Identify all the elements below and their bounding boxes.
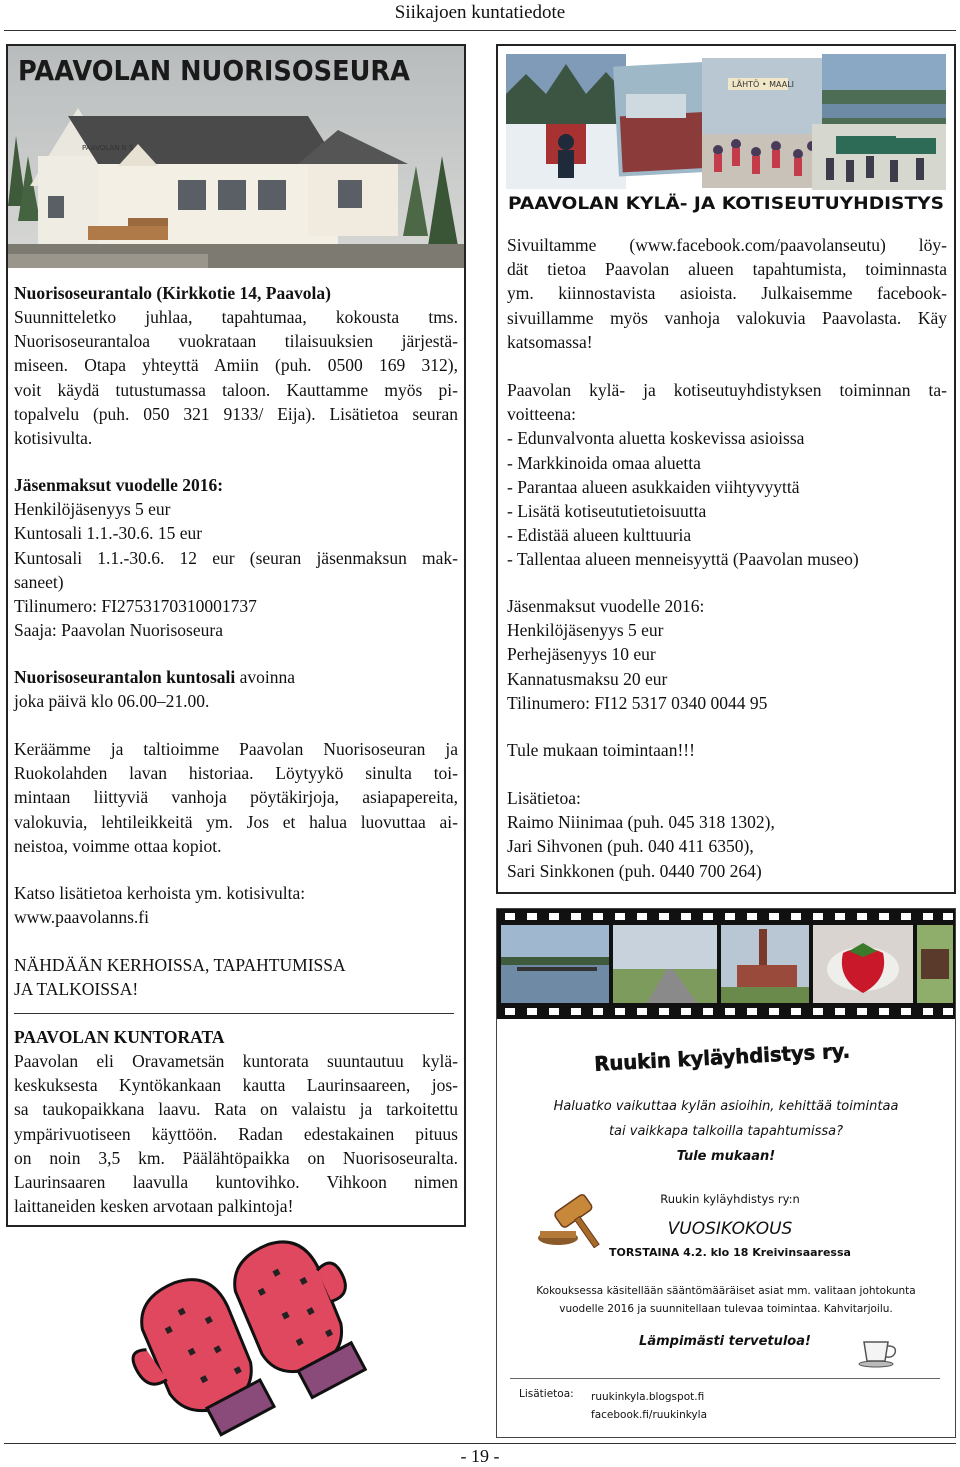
website-link[interactable]: www.paavolanns.fi xyxy=(14,907,149,928)
track-line: Paavolan eli Oravametsän kuntorata suuntautuu kylä- xyxy=(14,1051,458,1071)
track-line: ympärivuotiseen käyttöön. Radan edestakainen pituus xyxy=(14,1123,458,1144)
ad-divider xyxy=(510,1378,940,1379)
kotiseutu-collage xyxy=(506,54,946,214)
payee: Saaja: Paavolan Nuorisoseura xyxy=(14,620,223,641)
history-line: mintaan liittyviä vanhoja pöytäkirjoja, asiapapereita, xyxy=(14,787,458,808)
finish-sign: LÄHTÖ • MAALI xyxy=(732,80,795,89)
fee-line: Kuntosali 1.1.-30.6. 12 eur (seuran jäsenmaksun mak- xyxy=(14,547,458,568)
ruukki-title-text: Ruukin kyläyhdistys ry. xyxy=(593,1038,857,1074)
meeting-title: VUOSIKOKOUS xyxy=(667,1219,793,1239)
fees-title: Jäsenmaksut vuodelle 2016: xyxy=(14,475,224,495)
facebook-link[interactable]: facebook.fi/ruukinkyla xyxy=(591,1409,707,1421)
fees-section xyxy=(14,473,458,642)
header-divider xyxy=(4,30,956,31)
fee-line: Henkilöjäsenyys 5 eur xyxy=(507,620,664,641)
invite-line: Haluatko vaikuttaa kylän asioihin, kehittää toimintaa xyxy=(553,1099,899,1114)
kotiseutu-banner-title: PAAVOLAN KYLÄ- JA KOTISEUTUYHDISTYS xyxy=(508,194,907,214)
goals-line: Paavolan kylä- ja kotiseutuyhdistyksen toiminnan ta- xyxy=(507,380,947,400)
goal-item: - Markkinoida omaa aluetta xyxy=(507,452,701,473)
hall-line: Suunnitteletko juhlaa, tapahtumaa, kokousta tms. xyxy=(14,307,458,327)
gym-times: joka päivä klo 06.00–21.00. xyxy=(14,691,210,712)
hall-paragraph xyxy=(14,305,458,450)
contact-line: Raimo Niinimaa (puh. 045 318 1302), xyxy=(507,812,775,833)
see-you-line: NÄHDÄÄN KERHOISSA, TAPAHTUMISSA xyxy=(14,955,346,975)
hall-line: Nuorisoseurantaloa vuokrataan tilaisuuksien järjestä- xyxy=(14,331,458,352)
more-info xyxy=(14,881,458,929)
fb-line: katsomassa! xyxy=(507,331,593,352)
contact-line: Sari Sinkkonen (puh. 0440 700 264) xyxy=(507,860,762,881)
ruukki-links xyxy=(591,1388,707,1424)
goals-line: voitteena: xyxy=(507,404,577,425)
goal-item: - Edistää alueen kulttuuria xyxy=(507,525,692,546)
fee-line: Henkilöjäsenyys 5 eur xyxy=(14,499,171,520)
account-number: Tilinumero: FI12 5317 0340 0044 95 xyxy=(507,692,768,713)
footer-divider xyxy=(4,1443,956,1444)
hall-line: kotisivulta. xyxy=(14,428,93,449)
contacts xyxy=(507,786,947,883)
fb-line: sivuillamme myös vanhoja valokuvia Paavolasta. Käy xyxy=(507,307,947,328)
see-you-line: JA TALKOISSA! xyxy=(14,979,139,1000)
hall-line: topalvelu (puh. 050 321 9133/ Eija). Lisätietoa seuran xyxy=(14,403,458,424)
track-line: sa taukopaikkana laavu. Rata on valaistu ja tarkoitettu xyxy=(14,1099,458,1120)
nuorisoseura-photo xyxy=(8,46,464,268)
contacts-label: Lisätietoa: xyxy=(507,788,581,808)
kotiseutu-fees xyxy=(507,594,947,715)
hall-line: miseen. Otapa yhteyttä Amiin (puh. 0500 169 312), xyxy=(14,355,458,376)
goal-item: - Parantaa alueen asukkaiden viihtyvyyttä xyxy=(507,476,800,497)
track-line: on noin 3,5 km. Päälähtöpaikka on Nuorisoseuralta. xyxy=(14,1147,458,1168)
ruukki-title xyxy=(590,1034,860,1074)
fee-line: saneet) xyxy=(14,571,64,592)
fee-line: Jäsenmaksut vuodelle 2016: xyxy=(507,596,705,616)
history-line: Ruokolahden lavan historiaa. Löytyykö sinulta toi- xyxy=(14,763,458,784)
ruukki-info-label: Lisätietoa: xyxy=(519,1388,574,1400)
see-you xyxy=(14,953,458,1001)
fee-line: Perhejäsenyys 10 eur xyxy=(507,644,656,665)
gym-label: Nuorisoseurantalon kuntosali xyxy=(14,667,236,687)
track-title: PAAVOLAN KUNTORATA xyxy=(14,1027,225,1047)
blog-link[interactable]: ruukinkyla.blogspot.fi xyxy=(591,1391,705,1403)
track-line: keskuksesta Kyntökankaan kautta Laurinsaareen, jos- xyxy=(14,1075,458,1096)
nuorisoseura-banner-title: PAAVOLAN NUORISOSEURA xyxy=(18,54,411,87)
page-number: - 19 - xyxy=(460,1446,500,1466)
meeting-date: TORSTAINA 4.2. klo 18 Kreivinsaaressa xyxy=(609,1246,851,1259)
invite-line: tai vaikkapa talkoilla tapahtumissa? xyxy=(608,1124,844,1139)
history-line: valokuvia, lehtileikkeitä ym. Jos et halua luovuttaa ai- xyxy=(14,811,458,832)
gym-open: avoinna xyxy=(235,667,296,687)
history-line: neistoa, voimme ottaa kopiot. xyxy=(14,835,222,856)
track-paragraph xyxy=(14,1049,458,1218)
coffee-cup-icon xyxy=(858,1334,900,1368)
filmstrip xyxy=(497,909,955,1019)
agenda-line: Kokouksessa käsitellään sääntömääräiset asiat mm. valitaan johtokunta xyxy=(536,1285,916,1297)
hall-title: Nuorisoseurantalo (Kirkkotie 14, Paavola) xyxy=(14,283,331,303)
ruukki-meeting xyxy=(560,1190,900,1262)
goals-list xyxy=(507,378,947,572)
agenda-line: vuodelle 2016 ja suunnitellaan tulevaa toimintaa. Kahvitarjoilu. xyxy=(559,1303,893,1315)
welcome-text: Lämpimästi tervetuloa! xyxy=(639,1334,811,1349)
goal-item: - Tallentaa alueen menneisyyttä (Paavolan museo) xyxy=(507,549,859,570)
facebook-paragraph xyxy=(507,233,947,354)
publication-title: Siikajoen kuntatiedote xyxy=(394,2,566,23)
goal-item: - Edunvalvonta aluetta koskevissa asioissa xyxy=(507,428,805,449)
gym-hours xyxy=(14,665,458,713)
join-text: Tule mukaan toimintaan!!! xyxy=(507,740,695,760)
contact-line: Jari Sihvonen (puh. 040 411 6350), xyxy=(507,836,754,857)
more-info-text: Katso lisätietoa kerhoista ym. kotisivulta: xyxy=(14,883,306,903)
hall-line: voit käydä tutustumassa taloon. Kauttamme myös pi- xyxy=(14,379,458,400)
fb-line: Sivuiltamme (www.facebook.com/paavolanseutu) löy- xyxy=(507,235,947,255)
account-number: Tilinumero: FI2753170310001737 xyxy=(14,596,257,617)
fb-line: ym. kiinnostavista asioista. Julkaisemme facebook- xyxy=(507,283,947,304)
fee-line: Kuntosali 1.1.-30.6. 15 eur xyxy=(14,523,203,544)
goal-item: - Lisätä kotiseututietoisuutta xyxy=(507,501,707,522)
section-divider xyxy=(14,1013,454,1014)
org-name: Ruukin kyläyhdistys ry:n xyxy=(660,1192,800,1206)
ruukki-invite xyxy=(500,1094,952,1169)
history-line: Keräämme ja taltioimme Paavolan Nuorisoseuran ja xyxy=(14,739,458,759)
track-line: Laurinsaaren laavulla kuntovihko. Vihkoon nimen xyxy=(14,1172,458,1193)
track-line: laittaneiden kesken arvotaan palkintoja! xyxy=(14,1196,294,1217)
building-sign: PAAVOLAN N S xyxy=(82,144,134,152)
mittens-illustration xyxy=(130,1240,370,1440)
meeting-agenda xyxy=(500,1282,952,1318)
tule-mukaan: Tule mukaan! xyxy=(676,1149,776,1164)
fb-line: dät tietoa Paavolan alueen tapahtumista, toiminnasta xyxy=(507,259,947,280)
history-paragraph xyxy=(14,737,458,858)
fee-line: Kannatusmaksu 20 eur xyxy=(507,668,668,689)
